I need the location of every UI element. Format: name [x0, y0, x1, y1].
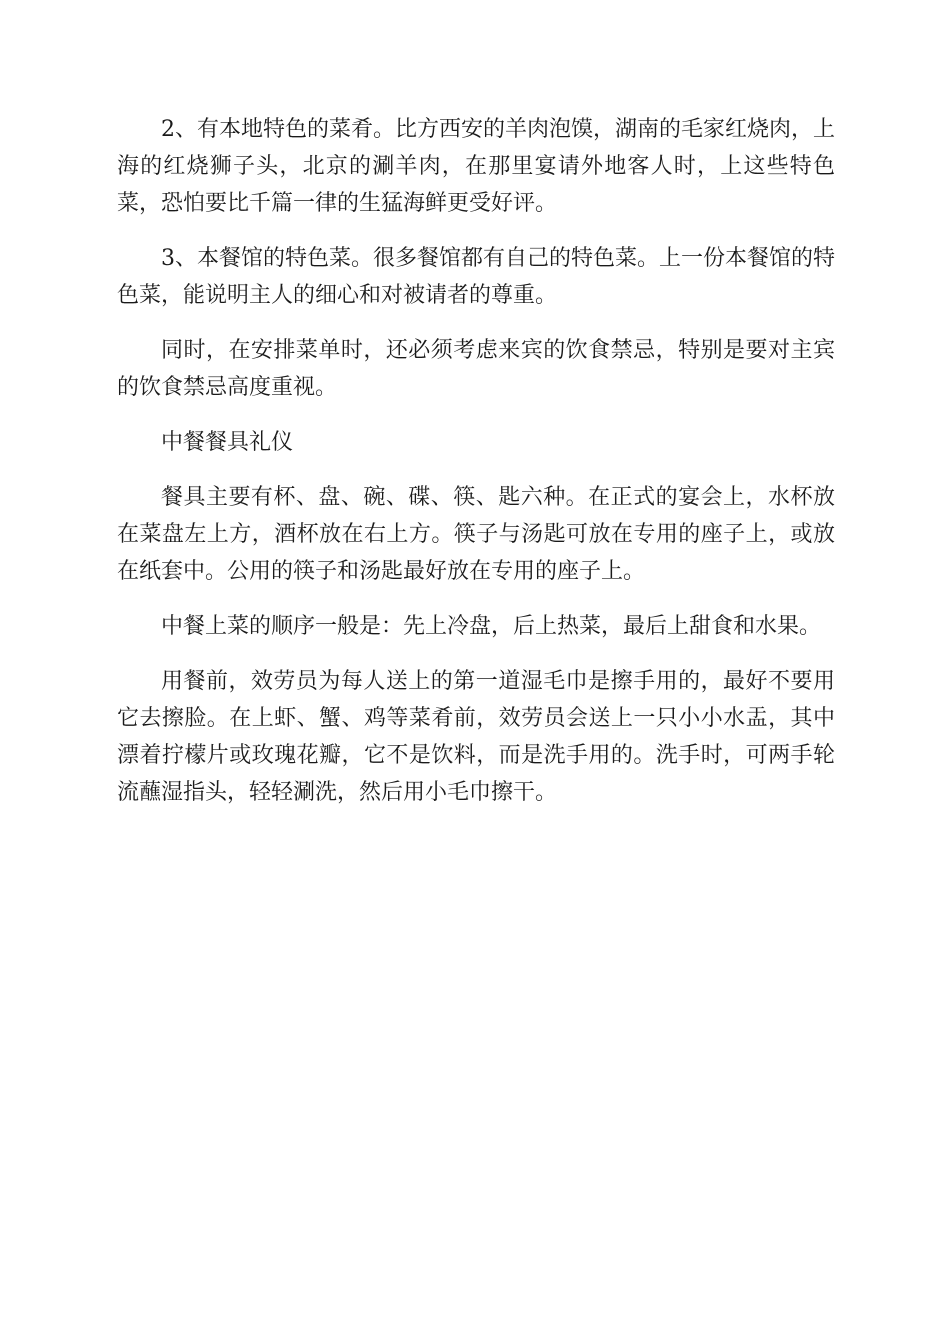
paragraph-restaurant-specialty: 3、本餐馆的特色菜。很多餐馆都有自己的特色菜。上一份本餐馆的特色菜，能说明主人的细心和对被请者的尊重。	[117, 246, 835, 308]
paragraph-tableware: 餐具主要有杯、盘、碗、碟、筷、匙六种。在正式的宴会上，水杯放在菜盘左上方，酒杯放在右上方。筷子与汤匙可放在专用的座子上，或放在纸套中。公用的筷子和汤匙最好放在专用的座子上。	[117, 485, 835, 584]
paragraph-serving-order: 中餐上菜的顺序一般是：先上冷盘，后上热菜，最后上甜食和水果。	[161, 614, 822, 639]
section-heading-tableware-etiquette: 中餐餐具礼仪	[161, 430, 294, 455]
paragraph-local-specialty-dishes: 2、有本地特色的菜肴。比方西安的羊肉泡馍，湖南的毛家红烧肉，上海的红烧狮子头，北京的涮羊肉，在那里宴请外地客人时，上这些特色菜，恐怕要比千篇一律的生猛海鲜更受好评。	[117, 117, 835, 216]
paragraph-towel-and-finger-bowl: 用餐前，效劳员为每人送上的第一道湿毛巾是擦手用的，最好不要用它去擦脸。在上虾、蟹、鸡等菜肴前，效劳员会送上一只小小水盂，其中漂着拧檬片或玫瑰花瓣，它不是饮料，而是洗手用的。洗手时，可两手轮流蘸湿指头，轻轻涮洗，然后用小毛巾擦干。	[117, 669, 835, 805]
paragraph-dietary-restrictions: 同时，在安排菜单时，还必须考虑来宾的饮食禁忌，特别是要对主宾的饮食禁忌高度重视。	[117, 338, 835, 400]
